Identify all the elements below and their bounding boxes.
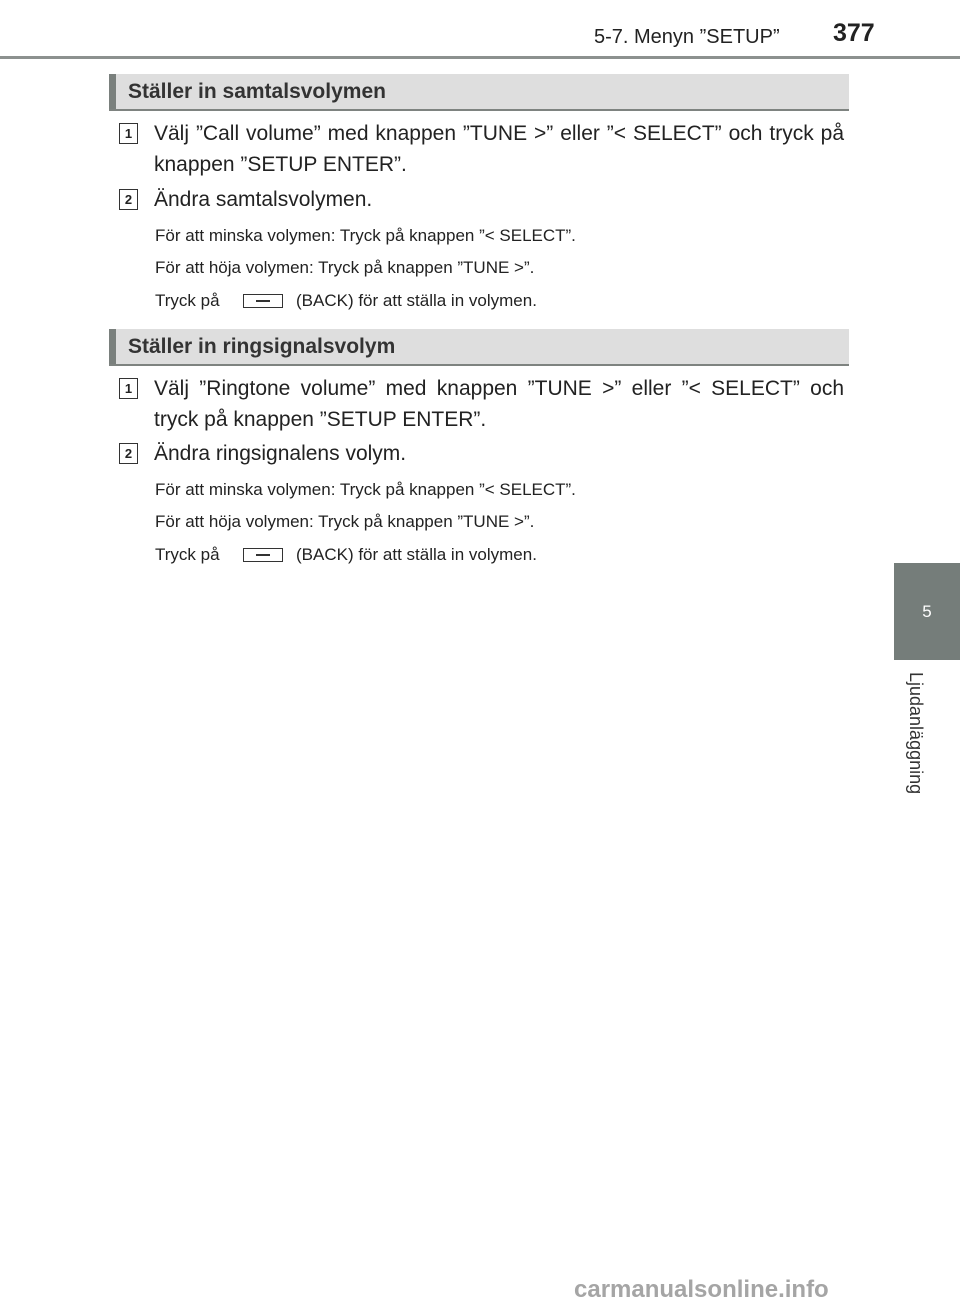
chapter-tab: 5 bbox=[894, 563, 960, 660]
step-text: Välj ”Ringtone volume” med knappen ”TUNE >” eller ”< SELECT” och tryck på knappen ”SETUP ENTER”. bbox=[154, 377, 844, 431]
watermark: carmanualsonline.info bbox=[574, 1276, 829, 1303]
section-title: Ställer in ringsignalsvolym bbox=[128, 335, 396, 358]
back-note-prefix: Tryck på bbox=[155, 545, 220, 564]
step-number-badge: 2 bbox=[119, 189, 138, 210]
step-text: Ändra ringsignalens volym. bbox=[154, 442, 407, 465]
section-heading-bar bbox=[109, 74, 116, 109]
section-heading-ringtone-volume bbox=[109, 329, 849, 366]
back-note-suffix: (BACK) för att ställa in volymen. bbox=[296, 291, 537, 310]
section-heading-call-volume bbox=[109, 74, 849, 111]
header-divider bbox=[0, 56, 960, 59]
step-text: Ändra samtalsvolymen. bbox=[154, 188, 373, 211]
note-text: För att minska volymen: Tryck på knappen ”< SELECT”. bbox=[155, 226, 576, 245]
note-text: För att höja volymen: Tryck på knappen ”TUNE >”. bbox=[155, 258, 535, 277]
page-number: 377 bbox=[833, 19, 875, 47]
back-button-icon bbox=[243, 294, 283, 308]
back-note-prefix: Tryck på bbox=[155, 291, 220, 310]
header-section-title: 5-7. Menyn ”SETUP” bbox=[594, 26, 780, 48]
step-number-badge: 1 bbox=[119, 378, 138, 399]
note-text: För att höja volymen: Tryck på knappen ”TUNE >”. bbox=[155, 512, 535, 531]
section-title: Ställer in samtalsvolymen bbox=[128, 80, 386, 103]
note-text: För att minska volymen: Tryck på knappen ”< SELECT”. bbox=[155, 480, 576, 499]
back-note-suffix: (BACK) för att ställa in volymen. bbox=[296, 545, 537, 564]
step-text: Välj ”Call volume” med knappen ”TUNE >” eller ”< SELECT” och tryck på knappen ”SETUP ENTER”. bbox=[154, 122, 844, 176]
step-number-badge: 1 bbox=[119, 123, 138, 144]
section-heading-bar bbox=[109, 329, 116, 364]
chapter-label: Ljudanläggning bbox=[906, 672, 926, 795]
back-button-icon bbox=[243, 548, 283, 562]
step-number-badge: 2 bbox=[119, 443, 138, 464]
